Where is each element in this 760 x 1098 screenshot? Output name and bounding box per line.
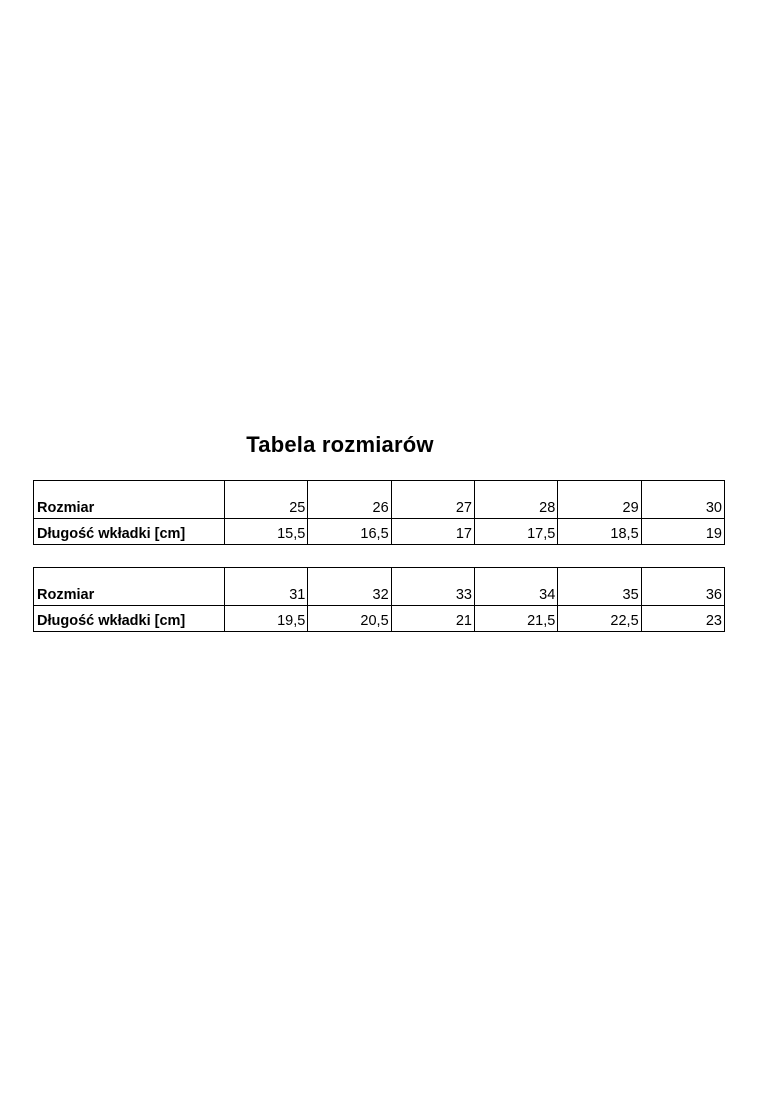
size-cell: 33 bbox=[391, 568, 474, 606]
size-cell: 27 bbox=[391, 481, 474, 519]
table-row-insole-length bbox=[34, 519, 725, 545]
length-cell: 17 bbox=[391, 519, 474, 545]
length-cell: 18,5 bbox=[558, 519, 641, 545]
size-cell: 30 bbox=[641, 481, 724, 519]
size-cell: 26 bbox=[308, 481, 391, 519]
table-row-size bbox=[34, 481, 725, 519]
length-cell: 19 bbox=[641, 519, 724, 545]
length-cell: 21 bbox=[391, 606, 474, 632]
size-cell: 35 bbox=[558, 568, 641, 606]
length-cell: 22,5 bbox=[558, 606, 641, 632]
size-cell: 29 bbox=[558, 481, 641, 519]
length-cell: 16,5 bbox=[308, 519, 391, 545]
table-row-size bbox=[34, 568, 725, 606]
page-title: Tabela rozmiarów bbox=[246, 432, 434, 457]
length-cell: 19,5 bbox=[225, 606, 308, 632]
length-cell: 23 bbox=[641, 606, 724, 632]
row-label-insole-length: Długość wkładki [cm] bbox=[34, 606, 225, 632]
size-cell: 36 bbox=[641, 568, 724, 606]
size-cell: 34 bbox=[474, 568, 557, 606]
size-table-1 bbox=[33, 480, 725, 545]
size-cell: 28 bbox=[474, 481, 557, 519]
length-cell: 15,5 bbox=[225, 519, 308, 545]
row-label-insole-length: Długość wkładki [cm] bbox=[34, 519, 225, 545]
size-cell: 32 bbox=[308, 568, 391, 606]
table-row-insole-length bbox=[34, 606, 725, 632]
length-cell: 17,5 bbox=[474, 519, 557, 545]
size-cell: 31 bbox=[225, 568, 308, 606]
row-label-size: Rozmiar bbox=[34, 481, 225, 519]
length-cell: 20,5 bbox=[308, 606, 391, 632]
size-table-2 bbox=[33, 567, 725, 632]
length-cell: 21,5 bbox=[474, 606, 557, 632]
row-label-size: Rozmiar bbox=[34, 568, 225, 606]
size-cell: 25 bbox=[225, 481, 308, 519]
